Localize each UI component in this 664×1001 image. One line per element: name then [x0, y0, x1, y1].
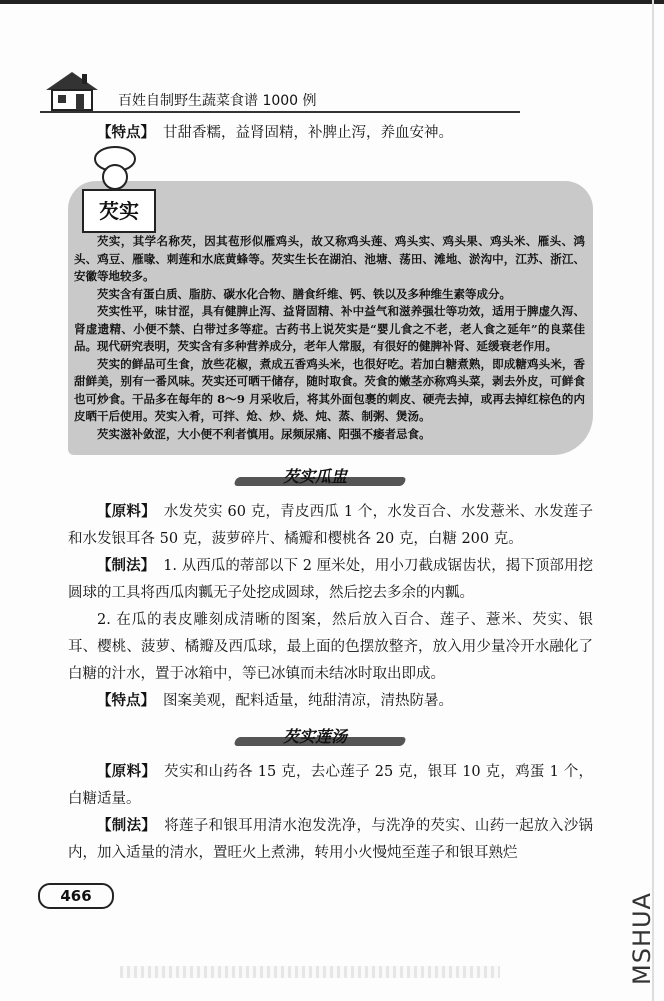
- box-title: 芡实: [82, 189, 156, 233]
- box-paragraph: 芡实，其学名称芡，因其苞形似雁鸡头，故又称鸡头莲、鸡头实、鸡头果、鸡头米、雁头、鸿头、鸡豆、雁喙、刺莲和水底黄蜂等。芡实生长在湖泊、池塘、荡田、滩地、淤沟中，江苏、浙江、安徽等地较多。: [74, 234, 585, 283]
- method-step: [68, 813, 593, 867]
- method-text: 1. 从西瓜的蒂部以下 2 厘米处，用小刀截成锯齿状，揭下顶部用挖圆球的工具将西瓜肉瓤无子处挖成圆球，然后挖去多余的内瓤。: [68, 558, 594, 601]
- feature-label: 【特点】: [97, 693, 155, 709]
- method-step: [68, 553, 593, 607]
- ingredients-text: 水发芡实 60 克，青皮西瓜 1 个，水发百合、水发薏米、水发莲子和水发银耳各 50 克，菠萝碎片、橘瓣和樱桃各 20 克，白糖 200 克。: [68, 504, 593, 547]
- method-step: 2. 在瓜的表皮雕刻成清晰的图案，然后放入百合、莲子、薏米、芡实、银耳、樱桃、菠萝、橘瓣及西瓜球，最上面的色摆放整齐，放入用少量冷开水融化了白糖的汁水，置于冰箱中，等已冰镇而未结冰时取出即成。: [68, 612, 593, 682]
- ingredients: [68, 759, 593, 813]
- page-number: 466: [38, 883, 114, 909]
- chef-icon: [70, 145, 160, 235]
- recipe-title: 芡实莲汤: [255, 723, 375, 751]
- running-title: 百姓自制野生蔬菜食谱 1000 例: [118, 93, 317, 109]
- page-content: [60, 0, 594, 939]
- feature-line: [68, 688, 593, 715]
- ingredients-label: 【原料】: [97, 764, 157, 780]
- recipe-title: 芡实瓜盅: [255, 463, 375, 491]
- box-paragraph: 芡实滋补敛涩，大小便不利者慎用。尿频尿痛、阳强不痿者忌食。: [97, 426, 431, 441]
- info-box-wrapper: [68, 181, 593, 455]
- watermark: MSHUA: [628, 892, 656, 985]
- method-label: 【制法】: [97, 818, 157, 834]
- box-paragraph: 芡实性平，味甘涩，具有健脾止泻、益肾固精、补中益气和滋养强壮等功效，适用于脾虚久泻、肾虚遗精、小便不禁、白带过多等症。古药书上说芡实是“婴儿食之不老，老人食之延年”的良菜佳品。现代研究表明，芡实含有多种营养成分，老年人常服，有很好的健脾补肾、延缓衰老作用。: [74, 304, 585, 353]
- feature-text: 图案美观，配料适量，纯甜清凉，清热防暑。: [163, 693, 453, 709]
- ingredients-label: 【原料】: [97, 504, 156, 520]
- box-paragraph: 芡实的鲜品可生食，放些花椒，煮成五香鸡头米，也很好吃。若加白糖煮熟，即成糖鸡头米，香甜鲜美，别有一番风味。芡实还可晒干储存，随时取食。芡食的嫩茎亦称鸡头菜，剥去外皮，可鲜食也可炒食。干品多在每年的 8～9 月采收后，将其外面包裹的刺皮、硬壳去掉，或再去掉红棕色的内皮晒干后使用。芡实入肴，可拌、炝、炒、烧、炖、蒸、制粥、煲汤。: [74, 356, 585, 423]
- feature-line: [68, 120, 593, 147]
- feature-text: 甘甜香糯，益肾固精，补脾止泻，养血安神。: [163, 125, 453, 141]
- ingredients-text: 芡实和山药各 15 克，去心莲子 25 克，银耳 10 克，鸡蛋 1 个，白糖适量。: [68, 764, 594, 807]
- scan-artifact: [120, 966, 500, 978]
- feature-label: 【特点】: [97, 125, 155, 141]
- box-paragraph: 芡实含有蛋白质、脂肪、碳水化合物、膳食纤维、钙、铁以及多种维生素等成分。: [97, 286, 511, 301]
- method-text: 将莲子和银耳用清水泡发洗净，与洗净的芡实、山药一起放入沙锅内，加入适量的清水，置旺火上煮沸，转用小火慢炖至莲子和银耳熟烂: [68, 818, 593, 861]
- method-label: 【制法】: [97, 558, 156, 574]
- page-edge: [652, 0, 654, 1001]
- ingredients: [68, 499, 593, 553]
